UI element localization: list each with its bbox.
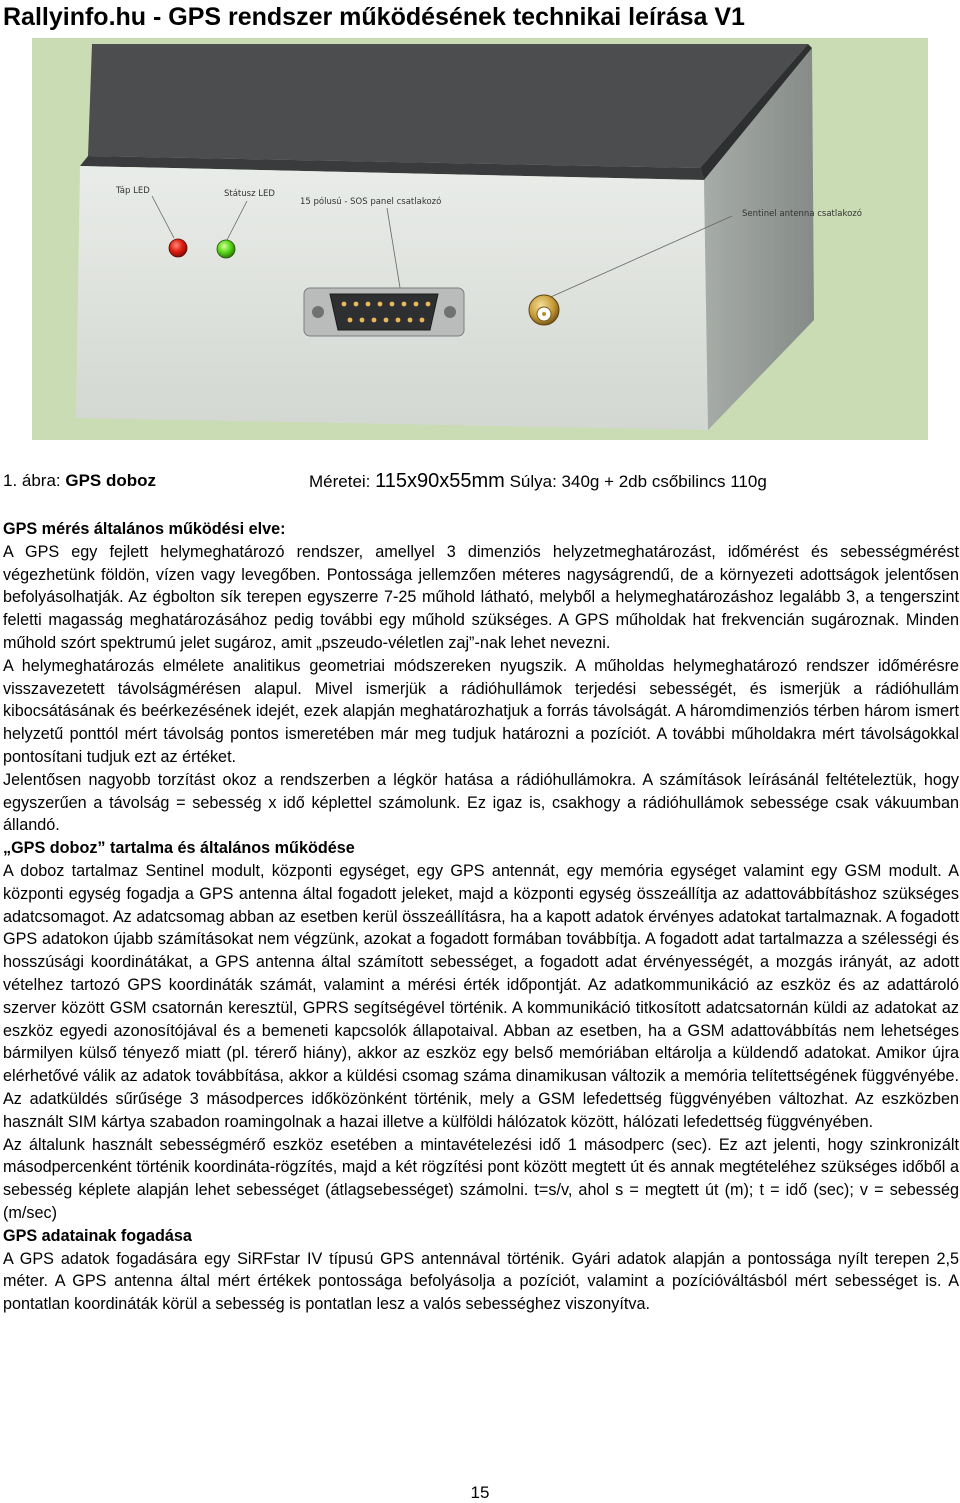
paragraph: Az általunk használt sebességmérő eszköz esetében a mintavételezési idő 1 másodperc (sec). Ez azt jelenti, hogy szinkronizált másodpercenként történik koordináta-rögzítés, majd a két rögzítési pont között megtett út és annak megtételéhez szükséges időből a sebesség képlete alapján lehet sebességet (átlagsebességet) számolni. t=s/v, ahol s = megtett út (m); t = idő (sec); v = sebesség (m/sec) — [3, 1135, 959, 1222]
caption-dims-value: 115x90x55mm — [375, 470, 505, 492]
paragraph: Jelentősen nagyobb torzítást okoz a rendszerben a légkör hatása a rádióhullámokra. A számítások leírásánál feltételeztük, hogy egyszerűen a távolság = sebesség x idő képlettel számolunk. Ez igaz is, csakhogy a rádióhullámok sebessége csak vákuumban állandó. — [3, 770, 959, 835]
page-number: 15 — [470, 1483, 490, 1502]
antenna-connector-icon — [529, 295, 559, 325]
figure-caption — [3, 470, 958, 492]
section-heading: GPS adatainak fogadása — [3, 1226, 192, 1245]
caption-number: 1. ábra: — [3, 471, 66, 490]
caption-dims-prefix: Méretei: — [309, 472, 376, 491]
paragraph: A helymeghatározás elmélete analitikus geometriai módszereken nyugszik. A műholdas helymeghatározó rendszer időmérésre visszavezetett távolságmérésen alapul. Mivel ismerjük a rádióhullámok terjedési sebességét, és ismerjük a rádióhullám kibocsátásának és beérkezésének idejét, ezek alapján meghatározhatjuk a forrás távolságát. A háromdimenziós térben három ismert helyzetű ponttól mért távolság pontos ismeretében már meg tudjuk határozni a pozíciót. A további műholdakra mért távolságokkal pontosítani tudjuk ezt az értéket. — [3, 656, 959, 766]
gps-box-illustration — [32, 38, 928, 440]
document-body — [3, 518, 959, 1316]
paragraph: A GPS adatok fogadására egy SiRFstar IV típusú GPS antennával történik. Gyári adatok alapján a pontossága nyílt terepen 2,5 méter. A GPS antenna által mért értékek pontossága befolyásolja a pozíciót, valamint a pozícióváltásból mért sebességet is. A pontatlan koordináták körül a sebesség is pontatlan lesz a valós sebességhez viszonyítva. — [3, 1249, 959, 1314]
green-led-icon — [217, 240, 235, 258]
d-sub-connector-icon — [304, 288, 464, 336]
gps-box-figure — [32, 38, 928, 440]
label-d-port: 15 pólusú - SOS panel csatlakozó — [300, 197, 442, 207]
caption-dimensions — [309, 470, 767, 493]
label-sentinel: Sentinel antenna csatlakozó — [742, 209, 862, 219]
caption-weight: Súlya: 340g + 2db csőbilincs 110g — [504, 472, 767, 491]
label-status-led: Státusz LED — [224, 189, 275, 199]
page-title: Rallyinfo.hu - GPS rendszer működésének technikai leírása V1 — [3, 3, 745, 31]
box-lid — [88, 44, 808, 168]
section-heading: „GPS doboz” tartalma és általános működése — [3, 839, 355, 858]
red-led-icon — [169, 239, 187, 257]
paragraph: A GPS egy fejlett helymeghatározó rendszer, amellyel 3 dimenziós helyzetmeghatározást, időmérést és sebességmérést végezhetünk földön, vízen vagy levegőben. Pontossága jellemzően méteres nagyságrendű, de a környezeti adottságok jelentősen befolyásolhatják. Az égbolton sík terepen egyszerre 7-25 műhold látható, melyből a helymeghatározáshoz legalább 3, a tengerszint feletti magasság meghatározásához pedig további egy műhold szükséges. A GPS műholdak hat frekvencián sugároznak. Minden műhold szórt spektrumú jelet sugároz, amit „pszeudo-véletlen zaj”-nak lehet nevezni. — [3, 542, 959, 652]
caption-title: GPS doboz — [65, 471, 157, 490]
section-heading: GPS mérés általános működési elve: — [3, 520, 286, 538]
label-tap-led: Táp LED — [116, 186, 150, 196]
paragraph: A doboz tartalmaz Sentinel modult, központi egységet, egy GPS antennát, egy memória egységet valamint egy GSM modult. A központi egység fogadja a GPS antenna által fogadott jeleket, majd a központi egység összeállítja az adattovábbításhoz szükséges adatcsomagot. Az adatcsomag abban az esetben kerül összeállításra, ha a kapott adatok érvényes adatokat tartalmaznak. A fogadott GPS adatokon újabb számításokat nem végzünk, azokat a fogadott formában továbbítja. A fogadott adat tartalmazza a szélességi és hosszúsági koordinátákat, a GPS antenna által számított sebességet, a fogadott adat érvényességét, a mozgás irányát, az adott vételhez tartozó GPS koordináták számát, valamint a mérési érték időpontját. Az adatkommunikáció az eszköz és az adattároló szerver között GSM csatornán keresztül, GPRS segítségével történik. A kommunikáció titkosított adatcsatornán küldi az adatokat az eszköz egyedi azonosítójával és a bemeneti kapcsolók állapotaival. Abban az esetben, ha a GSM adattovábbítás nem lehetséges bármilyen külső tényező miatt (pl. térerő hiány), akkor az eszköz egy belső memóriában eltárolja a küldendő adatokat. Amikor újra elérhetővé válik az adatok továbbítása, akkor a küldési csomag száma dinamikusan változik a memória telítettségének függvényébe. Az adatküldés sűrűsége 3 másodperces időközönként történik, mely a GSM lefedettség függvényében változhat. Az eszközben használt SIM kártya szabadon roamingolnak a hazai illetve a külföldi hálózatok között, hálózati lefedettség függvényében. — [3, 861, 959, 1131]
